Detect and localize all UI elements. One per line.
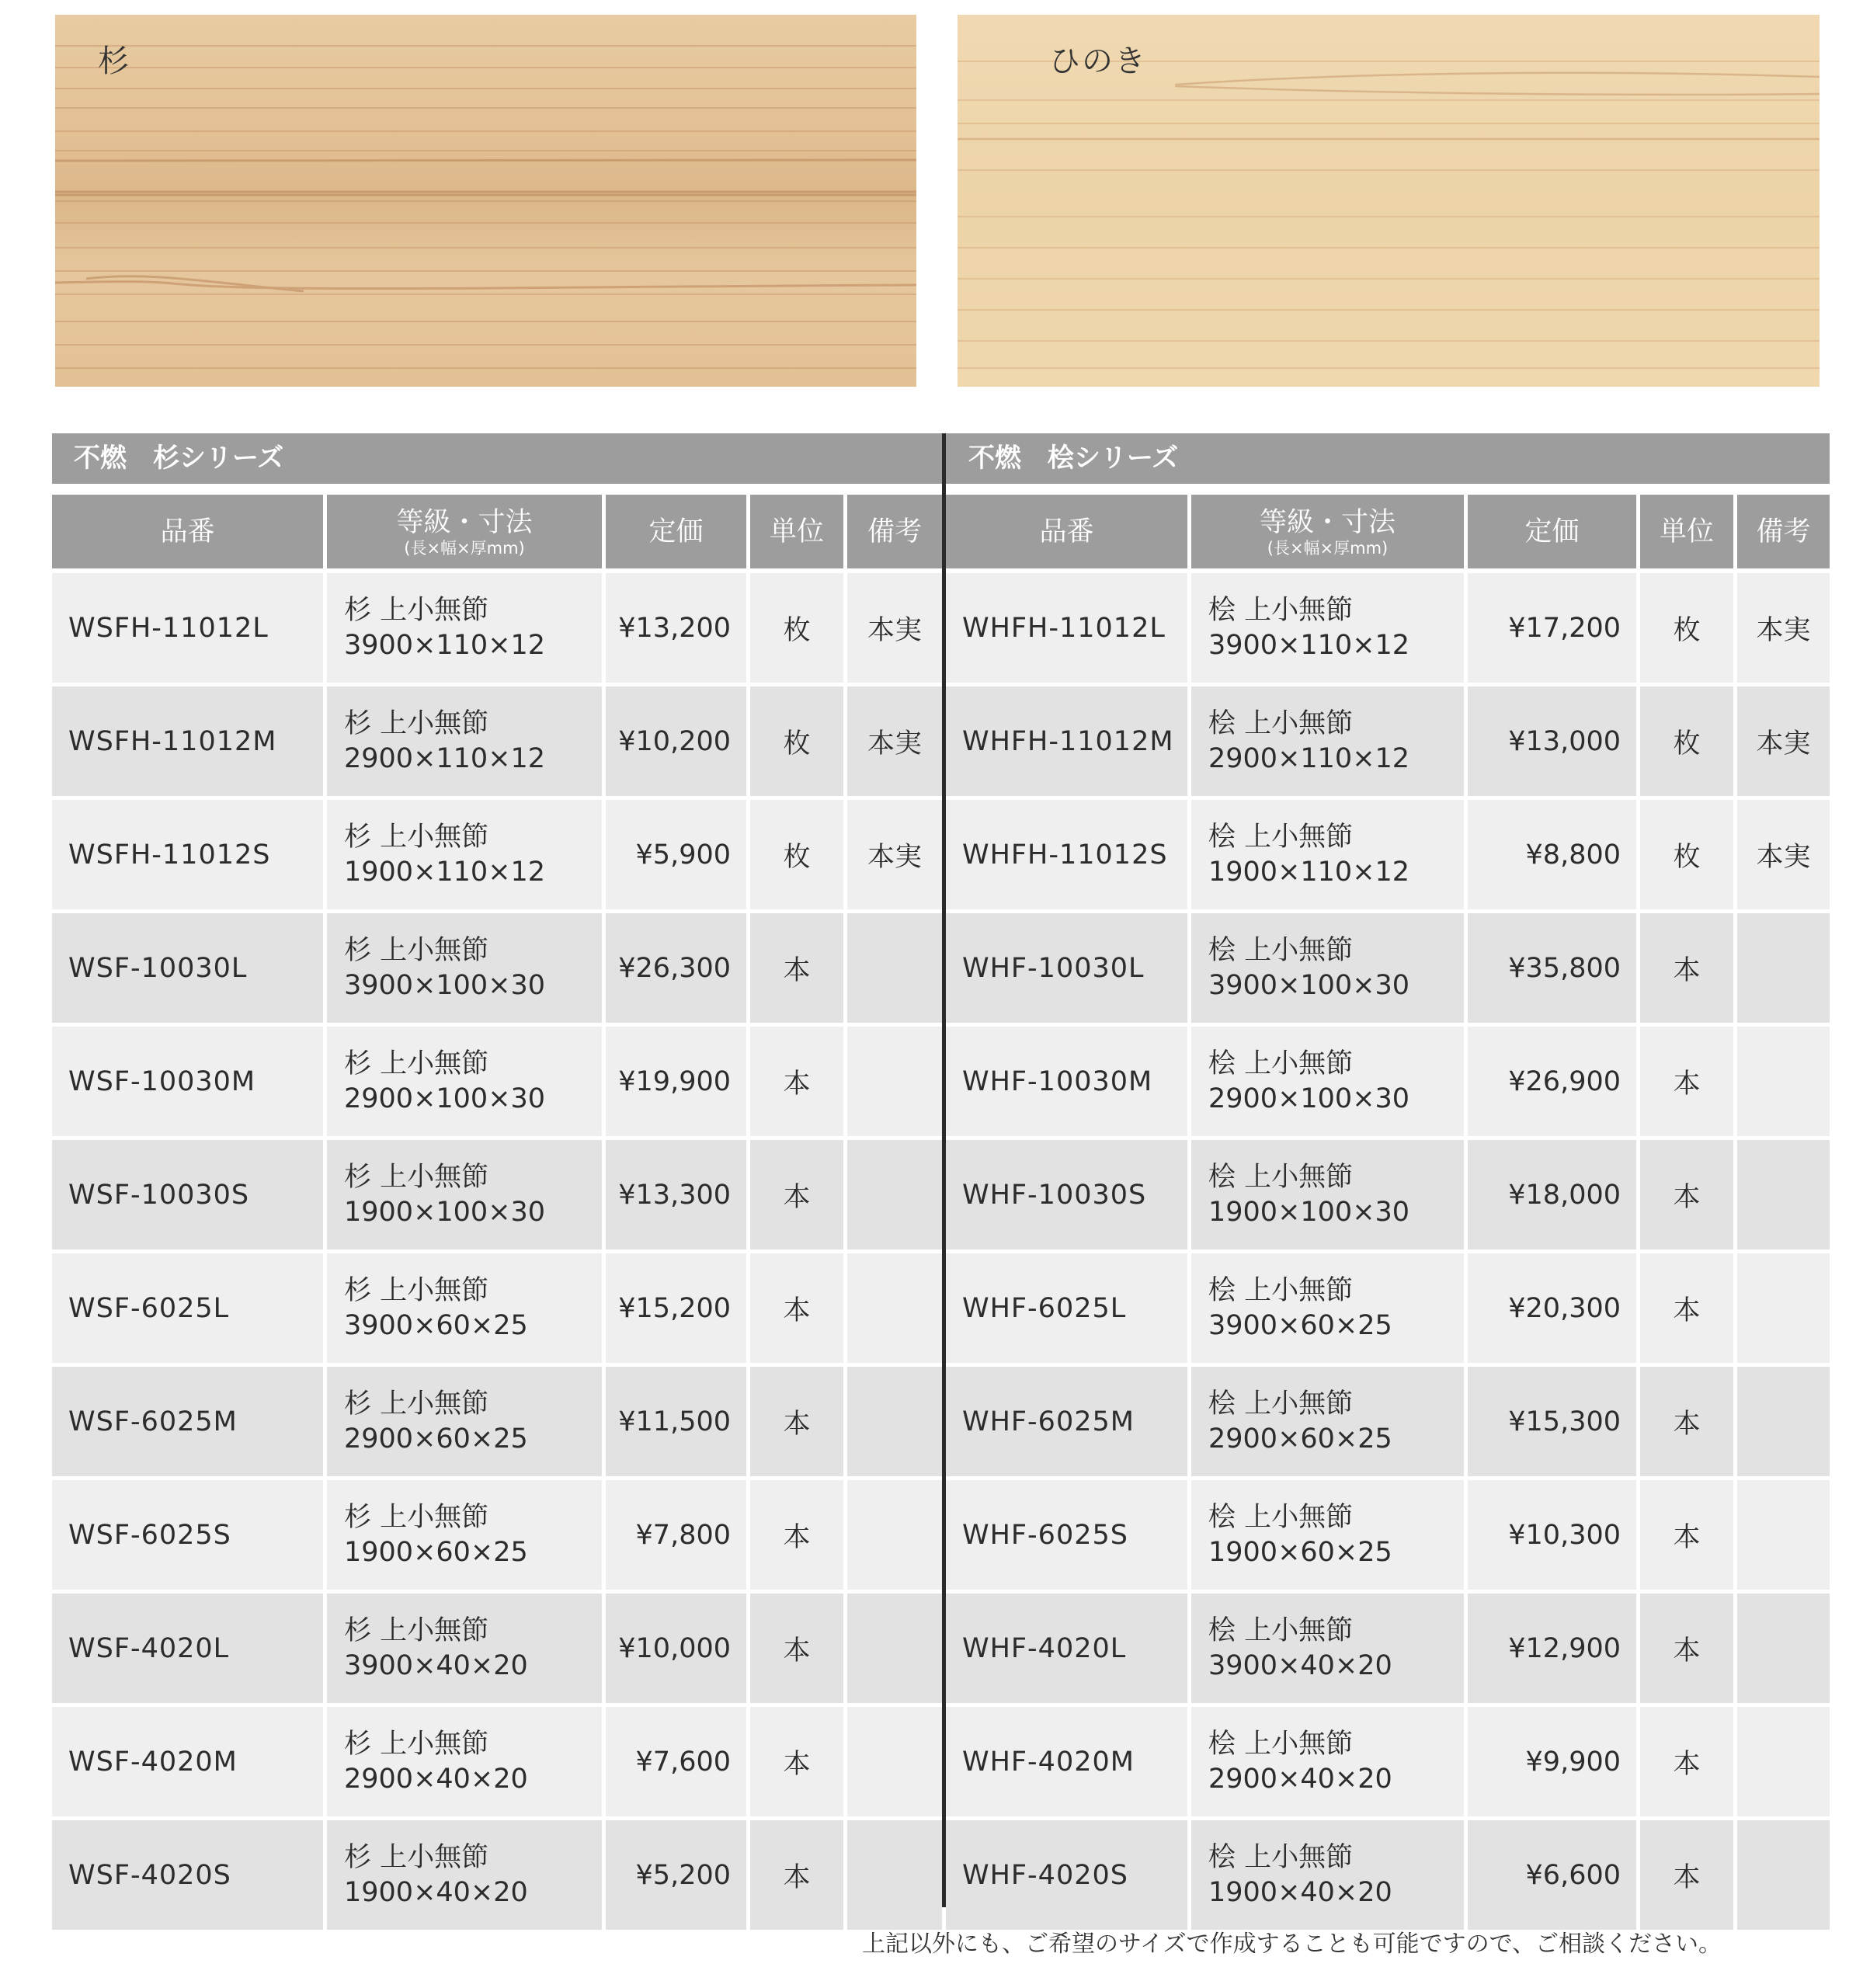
hinoki-label: ひのき [1049,43,1147,79]
hinoki-series-title: 不燃 桧シリーズ [968,443,1179,474]
cell-grade [1191,800,1464,909]
table-row [0,800,1870,909]
code-text: WHF-10030M [962,1065,1153,1097]
cell-grade [1191,1027,1464,1136]
code-text: WHF-10030S [962,1179,1147,1211]
price-text: ¥17,200 [1508,612,1621,644]
size-text: 3900×110×12 [1208,629,1410,661]
grade-text: 杉 上小無節 [344,1048,489,1079]
unit-text: 枚 [783,841,811,873]
grade-text: 桧 上小無節 [1208,1161,1354,1193]
cell-code [946,1367,1187,1476]
code-text: WHF-4020L [962,1632,1127,1664]
header-price-right [1468,495,1636,568]
size-text: 1900×60×25 [344,1536,528,1568]
table-row [0,1707,1870,1816]
cell-price [1468,1707,1636,1816]
size-text: 2900×40×20 [344,1763,528,1795]
code-text: WHF-10030L [962,952,1145,984]
cell-unit [1640,1253,1733,1363]
code-text: WSF-4020M [68,1746,238,1778]
table-row [0,1253,1870,1363]
table-row [0,1140,1870,1249]
header-grade-label: 等級・寸法 [1259,506,1396,538]
code-text: WHF-6025M [962,1406,1135,1437]
grade-text: 杉 上小無節 [344,1388,489,1420]
cell-code [946,686,1187,796]
table-row [0,686,1870,796]
size-text: 2900×100×30 [1208,1083,1410,1114]
unit-text: 枚 [783,614,811,646]
grade-text: 桧 上小無節 [1208,594,1354,626]
cell-grade [1191,1594,1464,1703]
header-price-label: 定価 [648,516,704,547]
grade-text: 杉 上小無節 [344,1161,489,1193]
cell-unit [1640,913,1733,1023]
table-row [0,913,1870,1023]
cell-price [1468,1140,1636,1249]
cell-note [1737,1820,1830,1930]
code-text: WSFH-11012S [68,839,271,871]
unit-text: 本 [1673,1748,1701,1780]
grade-text: 杉 上小無節 [344,1728,489,1760]
price-text: ¥7,800 [635,1519,731,1551]
cell-code [946,1140,1187,1249]
price-text: ¥10,300 [1508,1519,1621,1551]
unit-text: 本 [783,1635,811,1667]
cell-code [946,1027,1187,1136]
price-text: ¥18,000 [1508,1179,1621,1211]
unit-text: 本 [783,1861,811,1893]
cell-grade [1191,1367,1464,1476]
unit-text: 本 [1673,1635,1701,1667]
grade-text: 桧 上小無節 [1208,1274,1354,1306]
code-text: WSF-10030L [68,952,248,984]
cell-code [946,1253,1187,1363]
unit-text: 本 [1673,1295,1701,1326]
header-unit-label: 単位 [1659,516,1714,547]
cell-note [1737,1480,1830,1590]
grade-text: 桧 上小無節 [1208,1501,1354,1533]
price-text: ¥20,300 [1508,1292,1621,1324]
cell-price [1468,573,1636,683]
series-divider [942,433,946,1907]
code-text: WHF-4020S [962,1859,1128,1891]
unit-text: 本 [1673,1861,1701,1893]
code-text: WSF-6025M [68,1406,238,1437]
header-grade-sublabel: (長×幅×厚mm) [1267,538,1389,558]
grade-text: 桧 上小無節 [1208,821,1354,853]
size-text: 3900×60×25 [344,1309,528,1341]
size-text: 1900×60×25 [1208,1536,1392,1568]
code-text: WSF-10030S [68,1179,250,1211]
cell-grade [1191,573,1464,683]
price-text: ¥35,800 [1508,952,1621,984]
header-note-label: 備考 [1756,516,1811,547]
cell-note [1737,1707,1830,1816]
size-text: 2900×110×12 [1208,742,1410,774]
cell-code [946,800,1187,909]
price-text: ¥10,200 [618,725,731,757]
unit-text: 枚 [1673,728,1701,759]
size-text: 2900×60×25 [1208,1423,1392,1455]
unit-text: 本 [1673,1068,1701,1100]
header-note-right [1737,495,1830,568]
unit-text: 本 [783,1408,811,1440]
code-text: WHFH-11012S [962,839,1168,871]
header-unit-left [750,495,843,568]
table-row [0,1480,1870,1590]
sugi-label: 杉 [98,43,130,79]
sugi-wood-swatch [55,15,916,387]
unit-text: 本 [783,1068,811,1100]
table-row [0,1027,1870,1136]
price-text: ¥7,600 [635,1746,731,1778]
cell-note [1737,1594,1830,1703]
table-row [0,1820,1870,1930]
grade-text: 杉 上小無節 [344,1274,489,1306]
header-code-left [52,495,323,568]
header-note-left [847,495,942,568]
unit-text: 本 [783,1748,811,1780]
grade-text: 桧 上小無節 [1208,1388,1354,1420]
size-text: 1900×110×12 [1208,856,1410,888]
cell-note [1737,1367,1830,1476]
grade-text: 杉 上小無節 [344,594,489,626]
size-text: 2900×110×12 [344,742,546,774]
price-text: ¥6,600 [1525,1859,1621,1891]
unit-text: 本 [783,954,811,986]
cell-price [1468,913,1636,1023]
size-text: 3900×100×30 [344,969,546,1001]
code-text: WHFH-11012L [962,612,1166,644]
unit-text: 本 [1673,1521,1701,1553]
note-text: 本実 [867,614,922,646]
price-text: ¥26,900 [1508,1065,1621,1097]
grade-text: 杉 上小無節 [344,1501,489,1533]
grade-text: 桧 上小無節 [1208,1728,1354,1760]
price-text: ¥10,000 [618,1632,731,1664]
cell-unit [1640,1367,1733,1476]
header-grade-sublabel: (長×幅×厚mm) [404,538,525,558]
cell-code [946,1707,1187,1816]
header-code-label: 品番 [1039,516,1094,547]
cell-price [1468,1820,1636,1930]
cell-grade [1191,1820,1464,1930]
cell-unit [1640,1820,1733,1930]
cell-unit [1640,1707,1733,1816]
cell-note [1737,1253,1830,1363]
cell-grade [1191,913,1464,1023]
header-price-left [606,495,746,568]
code-text: WSF-4020L [68,1632,230,1664]
cell-note [1737,1140,1830,1249]
cell-price [1468,686,1636,796]
price-text: ¥11,500 [618,1406,731,1437]
table-header-row [0,495,1870,568]
cell-price [1468,1253,1636,1363]
unit-text: 本 [1673,1408,1701,1440]
code-text: WSF-6025S [68,1519,231,1551]
grade-text: 杉 上小無節 [344,1614,489,1646]
header-grade-left [327,495,602,568]
price-text: ¥13,000 [1508,725,1621,757]
cell-unit [1640,1594,1733,1703]
cell-code [946,1594,1187,1703]
size-text: 3900×100×30 [1208,969,1410,1001]
size-text: 2900×40×20 [1208,1763,1392,1795]
price-text: ¥12,900 [1508,1632,1621,1664]
header-unit-label: 単位 [769,516,824,547]
cell-grade [1191,1707,1464,1816]
cell-grade [1191,1253,1464,1363]
code-text: WHF-4020M [962,1746,1135,1778]
cell-note [1737,573,1830,683]
size-text: 3900×110×12 [344,629,546,661]
size-text: 2900×60×25 [344,1423,528,1455]
series-title-bar [52,433,1830,484]
size-text: 3900×40×20 [344,1649,528,1681]
cell-grade [1191,1140,1464,1249]
cell-unit [1640,686,1733,796]
price-text: ¥19,900 [618,1065,731,1097]
note-text: 本実 [1756,614,1811,646]
grade-text: 杉 上小無節 [344,821,489,853]
header-code-label: 品番 [160,516,215,547]
cell-note [1737,686,1830,796]
code-text: WSFH-11012L [68,612,269,644]
size-text: 1900×100×30 [1208,1196,1410,1228]
header-note-label: 備考 [867,516,922,547]
code-text: WHF-6025S [962,1519,1128,1551]
cell-price [1468,1027,1636,1136]
cell-code [946,1820,1187,1930]
cell-note [1737,1027,1830,1136]
cell-price [1468,1367,1636,1476]
unit-text: 枚 [1673,614,1701,646]
cell-note [1737,913,1830,1023]
price-text: ¥13,300 [618,1179,731,1211]
header-grade-label: 等級・寸法 [396,506,533,538]
size-text: 1900×110×12 [344,856,546,888]
grade-text: 桧 上小無節 [1208,934,1354,966]
hinoki-wood-swatch [958,15,1820,387]
grade-text: 杉 上小無節 [344,707,489,739]
grade-text: 桧 上小無節 [1208,1841,1354,1873]
table-row [0,1594,1870,1703]
code-text: WHFH-11012M [962,725,1174,757]
unit-text: 本 [1673,954,1701,986]
code-text: WSF-6025L [68,1292,230,1324]
code-text: WSF-4020S [68,1859,231,1891]
price-text: ¥15,300 [1508,1406,1621,1437]
note-text: 本実 [1756,728,1811,759]
cell-code [946,913,1187,1023]
header-unit-right [1640,495,1733,568]
cell-unit [1640,1480,1733,1590]
grade-text: 桧 上小無節 [1208,707,1354,739]
code-text: WSF-10030M [68,1065,256,1097]
price-text: ¥26,300 [618,952,731,984]
unit-text: 本 [783,1181,811,1213]
size-text: 3900×40×20 [1208,1649,1392,1681]
cell-unit [1640,800,1733,909]
unit-text: 枚 [1673,841,1701,873]
cell-note [1737,800,1830,909]
cell-unit [1640,573,1733,683]
unit-text: 枚 [783,728,811,759]
note-text: 本実 [867,728,922,759]
cell-price [1468,1480,1636,1590]
unit-text: 本 [783,1521,811,1553]
price-text: ¥13,200 [618,612,731,644]
size-text: 1900×100×30 [344,1196,546,1228]
table-row [0,573,1870,683]
grade-text: 杉 上小無節 [344,934,489,966]
price-text: ¥5,200 [635,1859,731,1891]
table-row [0,1367,1870,1476]
price-text: ¥8,800 [1525,839,1621,871]
header-grade-right [1191,495,1464,568]
cell-grade [1191,1480,1464,1590]
price-text: ¥15,200 [618,1292,731,1324]
grade-text: 桧 上小無節 [1208,1614,1354,1646]
size-text: 1900×40×20 [1208,1876,1392,1908]
size-text: 1900×40×20 [344,1876,528,1908]
header-price-label: 定価 [1524,516,1580,547]
unit-text: 本 [783,1295,811,1326]
note-text: 本実 [867,841,922,873]
sugi-series-title: 不燃 杉シリーズ [74,443,284,474]
header-code-right [946,495,1187,568]
cell-grade [1191,686,1464,796]
cell-price [1468,800,1636,909]
sugi-wood-grain-image [55,15,916,387]
grade-text: 杉 上小無節 [344,1841,489,1873]
unit-text: 本 [1673,1181,1701,1213]
code-text: WHF-6025L [962,1292,1127,1324]
price-text: ¥9,900 [1525,1746,1621,1778]
cell-unit [1640,1027,1733,1136]
cell-price [1468,1594,1636,1703]
code-text: WSFH-11012M [68,725,277,757]
cell-code [946,573,1187,683]
price-text: ¥5,900 [635,839,731,871]
cell-unit [1640,1140,1733,1249]
footnote: 上記以外にも、ご希望のサイズで作成することも可能ですので、ご相談ください。 [862,1931,1722,1958]
grade-text: 桧 上小無節 [1208,1048,1354,1079]
size-text: 3900×60×25 [1208,1309,1392,1341]
note-text: 本実 [1756,841,1811,873]
cell-code [946,1480,1187,1590]
size-text: 2900×100×30 [344,1083,546,1114]
